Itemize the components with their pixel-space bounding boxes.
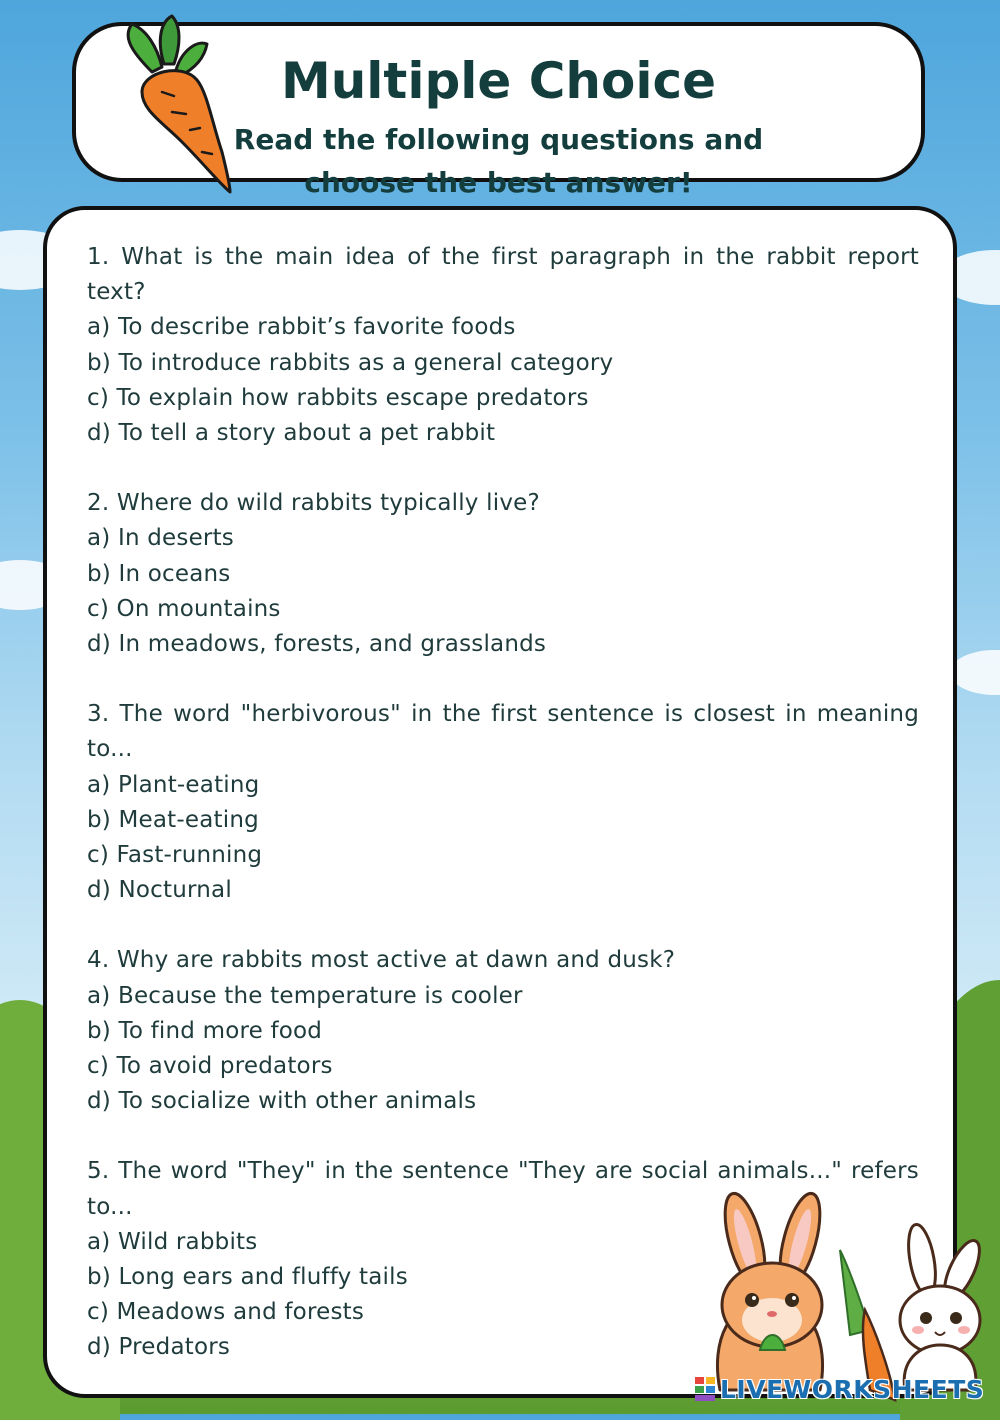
- carrot-icon: [112, 12, 242, 202]
- answer-option-c[interactable]: c) Fast-running: [87, 842, 263, 869]
- question-text: 1. What is the main idea of the first paragraph in the rabbit report text?: [87, 244, 919, 306]
- question-text: 2. Where do wild rabbits typically live?: [87, 490, 540, 517]
- instructions-line-2: choose the best answer!: [304, 166, 693, 199]
- question-text: 3. The word "herbivorous" in the first sentence is closest in meaning to...: [87, 701, 919, 763]
- answer-option-b[interactable]: b) In oceans: [87, 560, 231, 587]
- answer-option-d[interactable]: d) To tell a story about a pet rabbit: [87, 420, 496, 447]
- instructions-line-1: Read the following questions and: [233, 123, 764, 156]
- answer-option-d[interactable]: d) Predators: [87, 1334, 231, 1361]
- answer-option-d[interactable]: d) To socialize with other animals: [87, 1088, 477, 1115]
- answer-option-b[interactable]: b) Long ears and fluffy tails: [87, 1264, 408, 1291]
- question-1: [87, 240, 919, 451]
- answer-option-c[interactable]: c) To avoid predators: [87, 1053, 333, 1080]
- answer-option-d[interactable]: d) In meadows, forests, and grasslands: [87, 631, 547, 658]
- answer-option-a[interactable]: a) Because the temperature is cooler: [87, 982, 523, 1009]
- answer-option-a[interactable]: a) Wild rabbits: [87, 1228, 258, 1255]
- answer-option-a[interactable]: a) In deserts: [87, 525, 234, 552]
- cloud: [950, 650, 1000, 695]
- page-title: Multiple Choice: [280, 52, 717, 110]
- watermark-text: LIVEWORKSHEETS: [720, 1374, 985, 1404]
- answer-option-c[interactable]: c) To explain how rabbits escape predators: [87, 384, 589, 411]
- question-text: 4. Why are rabbits most active at dawn and dusk?: [87, 947, 676, 974]
- question-4: [87, 943, 919, 1119]
- answer-option-a[interactable]: a) Plant-eating: [87, 771, 260, 798]
- answer-option-b[interactable]: b) To introduce rabbits as a general category: [87, 349, 614, 376]
- answer-option-a[interactable]: a) To describe rabbit’s favorite foods: [87, 314, 516, 341]
- question-3: [87, 697, 919, 908]
- answer-option-d[interactable]: d) Nocturnal: [87, 877, 232, 904]
- liveworksheets-watermark[interactable]: [694, 1372, 984, 1406]
- question-2: [87, 486, 919, 662]
- answer-option-b[interactable]: b) To find more food: [87, 1017, 323, 1044]
- answer-option-b[interactable]: b) Meat-eating: [87, 806, 259, 833]
- liveworksheets-logo-icon: [694, 1376, 716, 1402]
- answer-option-c[interactable]: c) Meadows and forests: [87, 1299, 365, 1326]
- answer-option-c[interactable]: c) On mountains: [87, 595, 281, 622]
- question-text: 5. The word "They" in the sentence "They are social animals..." refers to...: [87, 1158, 919, 1220]
